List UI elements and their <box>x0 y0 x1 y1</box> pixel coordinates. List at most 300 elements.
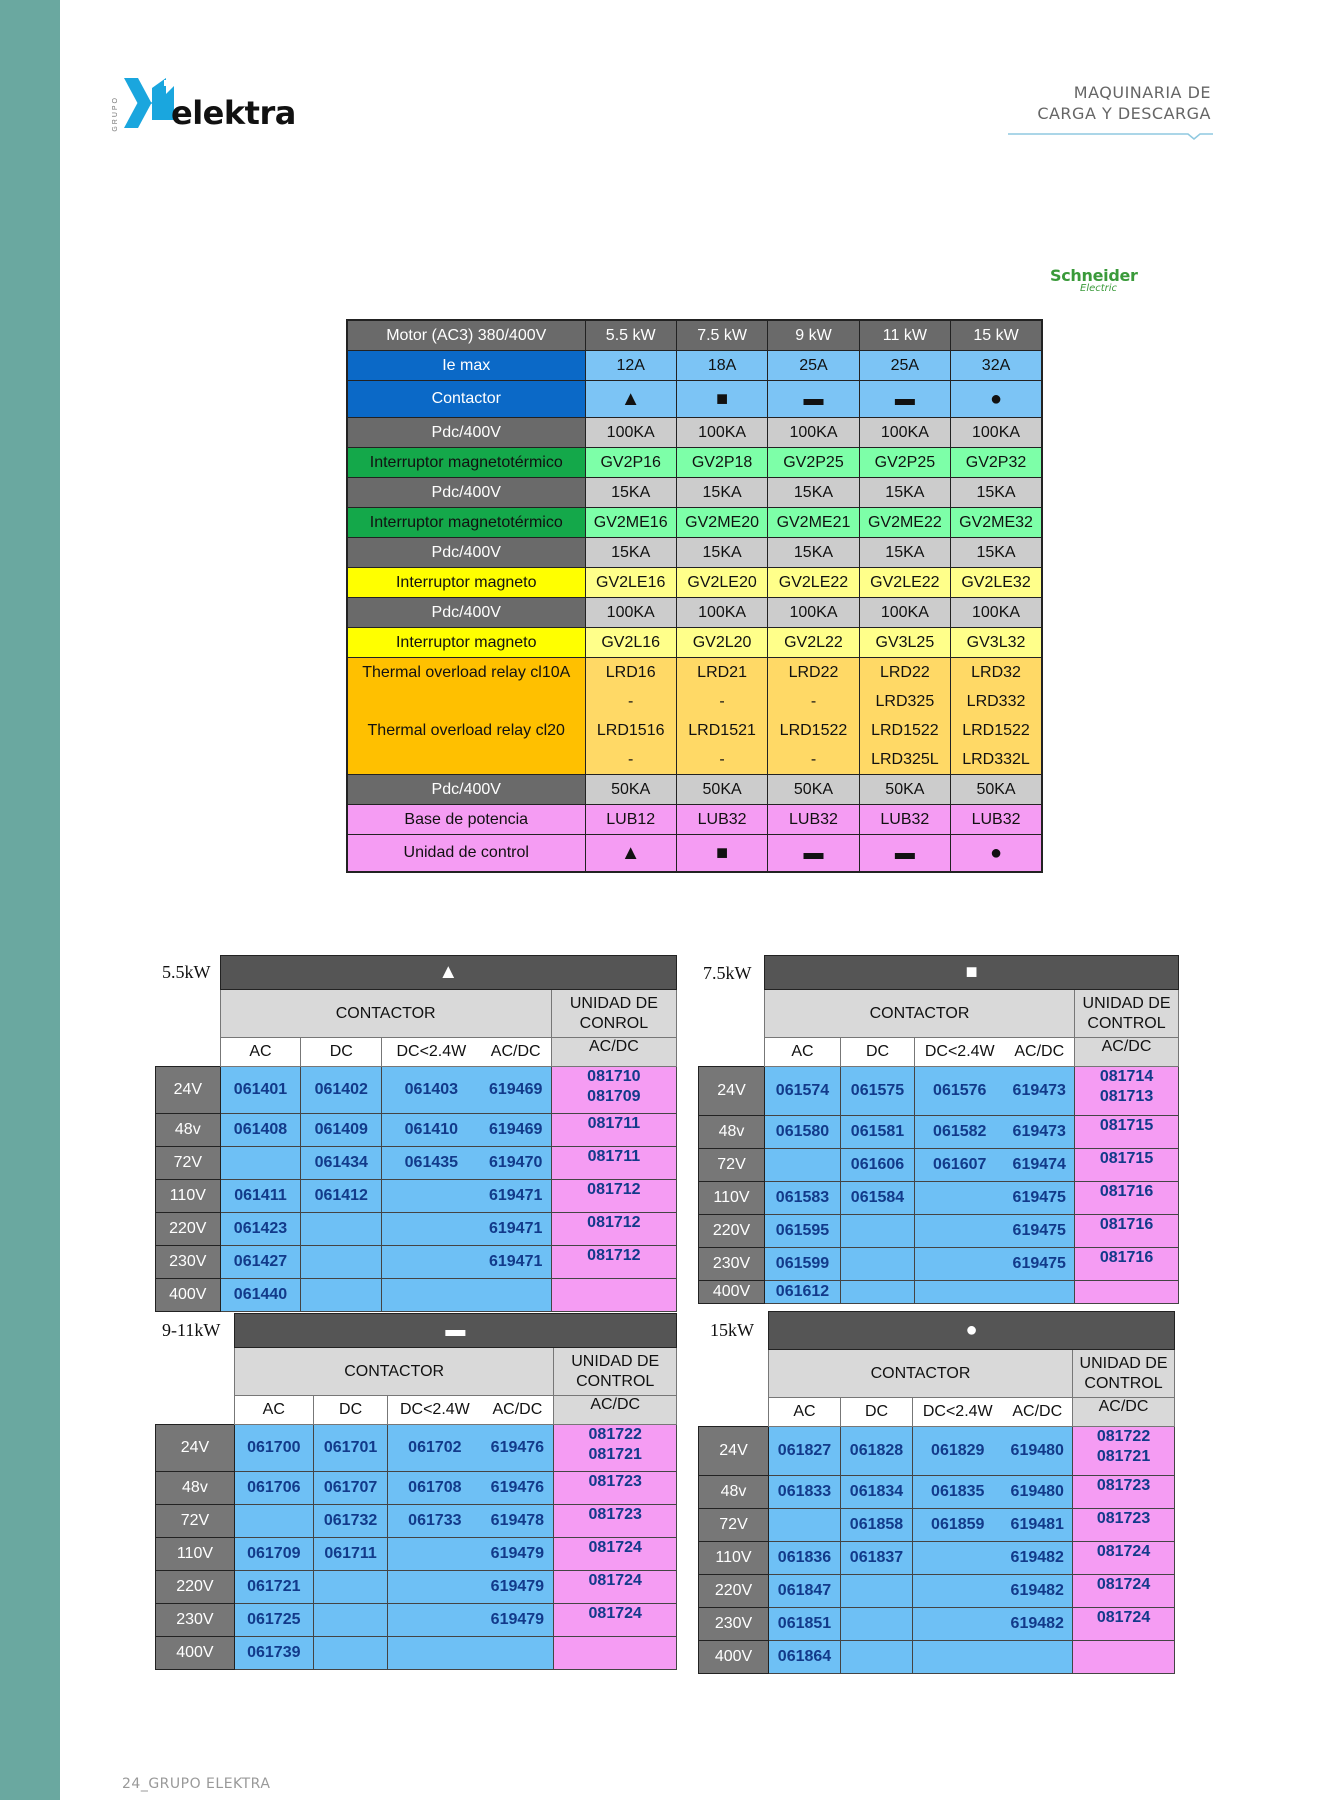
acdc-cell <box>1003 1640 1073 1673</box>
dc-cell: 061858 <box>841 1508 913 1541</box>
thermal-label-spacer <box>347 687 585 716</box>
dc-cell: 061837 <box>841 1541 913 1574</box>
pdc-cell: 50KA <box>951 775 1042 805</box>
voltage-row <box>699 1214 1179 1247</box>
dc-cell: 061409 <box>301 1113 382 1146</box>
acdc-cell: 619482 <box>1003 1541 1073 1574</box>
voltage-cell: 24V <box>156 1066 221 1113</box>
dc-cell <box>841 1574 913 1607</box>
pdc-label: Pdc/400V <box>347 775 585 805</box>
ac-cell: 061411 <box>220 1179 301 1212</box>
voltage-row <box>699 1607 1175 1640</box>
unidad-code: 081714 <box>1099 1067 1154 1085</box>
voltage-row <box>156 1636 677 1669</box>
dc24-cell: 061708 <box>388 1471 481 1504</box>
voltage-row <box>156 1570 677 1603</box>
logo-brand-text: elektra <box>171 94 296 132</box>
acdc-cell: 619479 <box>481 1603 554 1636</box>
dc-cell: 061711 <box>313 1537 388 1570</box>
dc24-cell: 061829 <box>913 1426 1003 1475</box>
voltage-row <box>156 1603 677 1636</box>
col-ac: AC <box>769 1398 841 1427</box>
dc24-cell: 061835 <box>913 1475 1003 1508</box>
square-icon: ■ <box>676 835 767 873</box>
unidad-code: 081724 <box>1096 1608 1151 1626</box>
lrd-cell: LRD1516 <box>585 716 676 745</box>
unidad-code: 081724 <box>588 1571 642 1589</box>
voltage-row <box>156 1471 677 1504</box>
unidad-cell <box>1075 1066 1179 1115</box>
unidad-cell <box>554 1636 677 1669</box>
unidad-cell <box>1073 1541 1175 1574</box>
col-unidad-acdc: AC/DC <box>551 1038 676 1067</box>
voltage-row <box>699 1475 1175 1508</box>
acdc-cell: 619471 <box>481 1245 552 1278</box>
dc24-cell <box>382 1278 481 1311</box>
col-unidad-acdc: AC/DC <box>1075 1038 1179 1067</box>
gv2me-cell: GV2ME21 <box>768 508 859 538</box>
triangle-icon: ▲ <box>585 381 676 418</box>
voltage-cell: 72V <box>156 1504 235 1537</box>
contactor-header: CONTACTOR <box>769 1350 1073 1398</box>
square-icon: ■ <box>765 956 1179 990</box>
sub-colhead-row <box>699 1398 1175 1427</box>
power-cell: 15 kW <box>951 320 1042 351</box>
dc24-cell: 061702 <box>388 1424 481 1471</box>
unidad-code: 081711 <box>587 1147 641 1165</box>
pdc-cell: 100KA <box>859 598 950 628</box>
thermal-row <box>347 716 1042 745</box>
unidad-code: 081722 <box>1096 1427 1151 1445</box>
contactor-row <box>347 381 1042 418</box>
acdc-cell: 619469 <box>481 1113 552 1146</box>
lrd-cell: LRD325L <box>859 745 950 775</box>
circle-icon: ● <box>769 1312 1175 1350</box>
unidad-code: 081723 <box>588 1472 642 1490</box>
bar-icon: ▬ <box>234 1314 676 1348</box>
lrd-cell: LRD32 <box>951 658 1042 688</box>
unidad-header-line: CONROL <box>579 1014 649 1032</box>
acdc-cell: 619476 <box>481 1424 554 1471</box>
sub-label-spacer <box>156 1038 221 1067</box>
unidad-code: 081712 <box>587 1246 641 1264</box>
dc24-cell: 061607 <box>915 1148 1005 1181</box>
gv2me-cell: GV2ME20 <box>676 508 767 538</box>
thermal-label-spacer <box>347 745 585 775</box>
unidad-header-line: CONTROL <box>1087 1014 1166 1032</box>
unidad-code: 081715 <box>1099 1149 1154 1167</box>
pdc-row <box>347 478 1042 508</box>
dc24-cell <box>913 1607 1003 1640</box>
dc-cell <box>301 1245 382 1278</box>
pdc-cell: 100KA <box>585 598 676 628</box>
lrd-cell: LRD16 <box>585 658 676 688</box>
ac-cell: 061612 <box>765 1280 841 1303</box>
sub-colhead-row <box>699 1038 1179 1067</box>
voltage-row <box>156 1245 677 1278</box>
voltage-cell: 230V <box>156 1603 235 1636</box>
dc-cell <box>841 1214 915 1247</box>
dc-cell: 061606 <box>841 1148 915 1181</box>
gv2le-cell: GV2LE32 <box>951 568 1042 598</box>
dc-cell <box>301 1278 382 1311</box>
dc24-cell <box>913 1574 1003 1607</box>
bar-icon: ▬ <box>859 835 950 873</box>
unidad-code: 081721 <box>1096 1447 1151 1465</box>
voltage-row <box>699 1426 1175 1475</box>
ac-cell: 061706 <box>234 1471 313 1504</box>
ac-cell <box>234 1504 313 1537</box>
ac-cell: 061440 <box>220 1278 301 1311</box>
dc24-cell <box>388 1603 481 1636</box>
pdc-cell: 15KA <box>676 538 767 568</box>
unidad-code: 081724 <box>588 1604 642 1622</box>
unidad-code: 081723 <box>588 1505 642 1523</box>
unit-row <box>347 835 1042 873</box>
dc24-cell: 061403 <box>382 1066 481 1113</box>
pdc-cell: 100KA <box>676 418 767 448</box>
lrd-cell: - <box>585 687 676 716</box>
unidad-cell <box>554 1537 677 1570</box>
sub-label-7-5kw: 7.5kW <box>703 963 752 983</box>
lrd-cell: - <box>768 745 859 775</box>
lrd-cell: LRD1522 <box>768 716 859 745</box>
gv2l-row <box>347 628 1042 658</box>
unidad-cell <box>554 1570 677 1603</box>
dc24-cell <box>382 1212 481 1245</box>
sub-header-row <box>699 956 1179 990</box>
voltage-row <box>156 1212 677 1245</box>
voltage-cell: 230V <box>156 1245 221 1278</box>
col-dc24: DC<2.4W <box>913 1398 1003 1427</box>
sub-colhead-row <box>156 1038 677 1067</box>
voltage-row <box>699 1541 1175 1574</box>
unidad-header-line: UNIDAD DE <box>571 1352 660 1370</box>
square-icon: ■ <box>676 381 767 418</box>
voltage-cell: 400V <box>156 1278 221 1311</box>
voltage-cell: 24V <box>156 1424 235 1471</box>
unidad-header <box>1075 990 1179 1038</box>
col-dc: DC <box>301 1038 382 1067</box>
unidad-cell <box>554 1471 677 1504</box>
pdc-cell: 50KA <box>768 775 859 805</box>
unidad-cell <box>551 1212 676 1245</box>
lrd-cell: LRD22 <box>768 658 859 688</box>
ac-cell: 061427 <box>220 1245 301 1278</box>
section-title-line1: MAQUINARIA DE <box>1073 83 1211 102</box>
pdc-cell: 50KA <box>676 775 767 805</box>
schneider-name: Schneider <box>1050 266 1138 285</box>
acdc-cell: 619481 <box>1003 1508 1073 1541</box>
voltage-cell: 110V <box>699 1181 765 1214</box>
pdc-cell: 100KA <box>951 418 1042 448</box>
contactor-label: Contactor <box>347 381 585 418</box>
acdc-cell: 619473 <box>1005 1066 1075 1115</box>
voltage-cell: 72V <box>699 1508 769 1541</box>
pdc-row <box>347 418 1042 448</box>
dc24-cell <box>913 1640 1003 1673</box>
gv2le-cell: GV2LE22 <box>768 568 859 598</box>
voltage-row <box>699 1148 1179 1181</box>
dc24-cell: 061576 <box>915 1066 1005 1115</box>
acdc-cell: 619476 <box>481 1471 554 1504</box>
ac-cell: 061401 <box>220 1066 301 1113</box>
voltage-cell: 230V <box>699 1607 769 1640</box>
dc24-cell: 061733 <box>388 1504 481 1537</box>
unidad-code: 081709 <box>587 1087 641 1105</box>
acdc-cell: 619479 <box>481 1537 554 1570</box>
dc24-cell <box>915 1214 1005 1247</box>
lrd-cell: - <box>676 745 767 775</box>
unidad-header-line: CONTROL <box>576 1372 655 1390</box>
acdc-cell: 619471 <box>481 1212 552 1245</box>
motor-header-label: Motor (AC3) 380/400V <box>347 320 585 351</box>
gv2l-cell: GV2L20 <box>676 628 767 658</box>
voltage-cell: 220V <box>699 1574 769 1607</box>
unidad-cell <box>1073 1426 1175 1475</box>
unidad-cell <box>1075 1148 1179 1181</box>
voltage-cell: 24V <box>699 1426 769 1475</box>
schneider-sub: Electric <box>1080 283 1118 294</box>
unidad-cell <box>1073 1574 1175 1607</box>
sub-label-spacer <box>156 1314 235 1348</box>
schneider-logo <box>1050 268 1142 294</box>
pdc-cell: 15KA <box>768 538 859 568</box>
unidad-code: 081723 <box>1096 1476 1151 1494</box>
ac-cell: 061580 <box>765 1115 841 1148</box>
sub-label-spacer <box>156 956 221 990</box>
dc24-cell <box>388 1570 481 1603</box>
dc-cell <box>841 1607 913 1640</box>
sub-group-row <box>699 990 1179 1038</box>
unidad-code: 081710 <box>587 1067 641 1085</box>
pdc-cell: 15KA <box>768 478 859 508</box>
dc-cell <box>841 1640 913 1673</box>
voltage-row <box>156 1278 677 1311</box>
col-acdc: AC/DC <box>481 1038 552 1067</box>
voltage-row <box>156 1537 677 1570</box>
dc24-cell: 061859 <box>913 1508 1003 1541</box>
ie-cell: 18A <box>676 351 767 381</box>
voltage-cell: 72V <box>156 1146 221 1179</box>
pdc-cell: 100KA <box>951 598 1042 628</box>
lrd-cell: LRD1522 <box>859 716 950 745</box>
pdc-label: Pdc/400V <box>347 418 585 448</box>
dc24-cell <box>388 1537 481 1570</box>
power-cell: 11 kW <box>859 320 950 351</box>
voltage-cell: 400V <box>156 1636 235 1669</box>
acdc-cell: 619482 <box>1003 1574 1073 1607</box>
col-dc24: DC<2.4W <box>382 1038 481 1067</box>
dc-cell: 061828 <box>841 1426 913 1475</box>
sub-group-row <box>156 1348 677 1396</box>
sub-colhead-row <box>156 1396 677 1425</box>
ac-cell: 061700 <box>234 1424 313 1471</box>
gv2le-cell: GV2LE22 <box>859 568 950 598</box>
unidad-cell <box>1075 1181 1179 1214</box>
pdc-row <box>347 598 1042 628</box>
base-cell: LUB32 <box>768 805 859 835</box>
unidad-cell <box>1075 1214 1179 1247</box>
voltage-row <box>699 1574 1175 1607</box>
sub-header-row <box>699 1312 1175 1350</box>
gv2me-cell: GV2ME16 <box>585 508 676 538</box>
acdc-cell: 619480 <box>1003 1426 1073 1475</box>
sub-label-spacer <box>156 1396 235 1425</box>
sub-label-9-11kw: 9-11kW <box>162 1320 221 1340</box>
pdc-label: Pdc/400V <box>347 598 585 628</box>
ac-cell <box>769 1508 841 1541</box>
unidad-header <box>1073 1350 1175 1398</box>
voltage-row <box>156 1113 677 1146</box>
gv2p-row <box>347 448 1042 478</box>
base-cell: LUB32 <box>676 805 767 835</box>
dc-cell <box>841 1247 915 1280</box>
acdc-cell <box>481 1278 552 1311</box>
dc24-cell: 061435 <box>382 1146 481 1179</box>
contactor-header: CONTACTOR <box>765 990 1075 1038</box>
ac-cell: 061595 <box>765 1214 841 1247</box>
voltage-cell: 230V <box>699 1247 765 1280</box>
unidad-cell <box>1073 1607 1175 1640</box>
base-cell: LUB32 <box>859 805 950 835</box>
voltage-row <box>156 1179 677 1212</box>
acdc-cell: 619473 <box>1005 1115 1075 1148</box>
acdc-cell: 619475 <box>1005 1214 1075 1247</box>
col-dc: DC <box>313 1396 388 1425</box>
unidad-header <box>551 990 676 1038</box>
ie-cell: 25A <box>768 351 859 381</box>
ac-cell: 061574 <box>765 1066 841 1115</box>
acdc-cell: 619478 <box>481 1504 554 1537</box>
dc-cell: 061412 <box>301 1179 382 1212</box>
triangle-icon: ▲ <box>220 956 676 990</box>
thermal-row <box>347 687 1042 716</box>
dc24-cell <box>382 1179 481 1212</box>
dc24-cell <box>913 1541 1003 1574</box>
unidad-code: 081721 <box>588 1445 642 1463</box>
sub-group-row <box>156 990 677 1038</box>
base-label: Base de potencia <box>347 805 585 835</box>
pdc-cell: 50KA <box>585 775 676 805</box>
gv2l-cell: GV3L25 <box>859 628 950 658</box>
col-acdc: AC/DC <box>1005 1038 1075 1067</box>
sub-header-row <box>156 1314 677 1348</box>
voltage-cell: 48v <box>699 1115 765 1148</box>
unidad-cell <box>1073 1640 1175 1673</box>
acdc-cell: 619480 <box>1003 1475 1073 1508</box>
contactor-header: CONTACTOR <box>234 1348 554 1396</box>
unidad-cell <box>554 1504 677 1537</box>
gv2le-cell: GV2LE20 <box>676 568 767 598</box>
power-cell: 5.5 kW <box>585 320 676 351</box>
voltage-row <box>699 1280 1179 1303</box>
dc-cell <box>841 1280 915 1303</box>
pdc-cell: 100KA <box>859 418 950 448</box>
voltage-row <box>699 1181 1179 1214</box>
col-ac: AC <box>765 1038 841 1067</box>
col-ac: AC <box>220 1038 301 1067</box>
dc-cell <box>313 1570 388 1603</box>
elektra-logo <box>112 74 298 144</box>
dc-cell: 061575 <box>841 1066 915 1115</box>
magneto-label: Interruptor magneto <box>347 568 585 598</box>
acdc-cell <box>481 1636 554 1669</box>
acdc-cell: 619479 <box>481 1570 554 1603</box>
unidad-code: 081712 <box>587 1180 641 1198</box>
gv2p-cell: GV2P18 <box>676 448 767 478</box>
pdc-cell: 15KA <box>585 478 676 508</box>
unidad-code: 081724 <box>1096 1542 1151 1560</box>
unidad-code: 081716 <box>1099 1248 1154 1266</box>
unidad-cell <box>551 1113 676 1146</box>
page-footer: 24_GRUPO ELEKTRA <box>122 1776 271 1792</box>
voltage-cell: 400V <box>699 1280 765 1303</box>
gv2me-row <box>347 508 1042 538</box>
voltage-row <box>156 1424 677 1471</box>
voltage-row <box>156 1504 677 1537</box>
unidad-code: 081724 <box>1096 1575 1151 1593</box>
col-unidad-acdc: AC/DC <box>554 1396 677 1425</box>
voltage-cell: 48v <box>156 1113 221 1146</box>
sub-label-spacer <box>156 1348 235 1396</box>
dc24-cell <box>382 1245 481 1278</box>
ac-cell: 061851 <box>769 1607 841 1640</box>
logo-grupo-text: GRUPO <box>112 96 119 132</box>
motor-spec-table <box>346 319 1043 873</box>
bar-icon: ▬ <box>768 381 859 418</box>
unidad-code: 081722 <box>588 1425 642 1443</box>
acdc-cell: 619470 <box>481 1146 552 1179</box>
contactor-table-15kw <box>698 1311 1175 1674</box>
gv2p-cell: GV2P25 <box>859 448 950 478</box>
contactor-table-7-5kw <box>698 955 1179 1304</box>
sub-label-spacer <box>699 956 765 990</box>
ac-cell: 061864 <box>769 1640 841 1673</box>
unit-label: Unidad de control <box>347 835 585 873</box>
ac-cell: 061423 <box>220 1212 301 1245</box>
pdc-cell: 100KA <box>585 418 676 448</box>
ie-cell: 25A <box>859 351 950 381</box>
acdc-cell <box>1005 1280 1075 1303</box>
pdc-cell: 15KA <box>585 538 676 568</box>
gv2me-cell: GV2ME32 <box>951 508 1042 538</box>
unidad-cell <box>551 1179 676 1212</box>
acdc-cell: 619475 <box>1005 1181 1075 1214</box>
unidad-cell <box>554 1603 677 1636</box>
dc24-cell <box>915 1181 1005 1214</box>
thermal10-label: Thermal overload relay cl10A <box>347 658 585 688</box>
dc24-cell <box>388 1636 481 1669</box>
voltage-row <box>699 1066 1179 1115</box>
section-title <box>1037 82 1211 124</box>
voltage-row <box>699 1247 1179 1280</box>
pdc-row <box>347 538 1042 568</box>
dc-cell <box>313 1603 388 1636</box>
col-ac: AC <box>234 1396 313 1425</box>
voltage-cell: 110V <box>699 1541 769 1574</box>
dc-cell: 061584 <box>841 1181 915 1214</box>
unidad-header-line: UNIDAD DE <box>1079 1354 1168 1372</box>
ac-cell: 061836 <box>769 1541 841 1574</box>
dc-cell <box>301 1212 382 1245</box>
dc-cell <box>313 1636 388 1669</box>
voltage-cell: 72V <box>699 1148 765 1181</box>
ie-label: Ie max <box>347 351 585 381</box>
col-dc24: DC<2.4W <box>388 1396 481 1425</box>
sidebar-band <box>0 0 60 1800</box>
lrd-cell: - <box>768 687 859 716</box>
